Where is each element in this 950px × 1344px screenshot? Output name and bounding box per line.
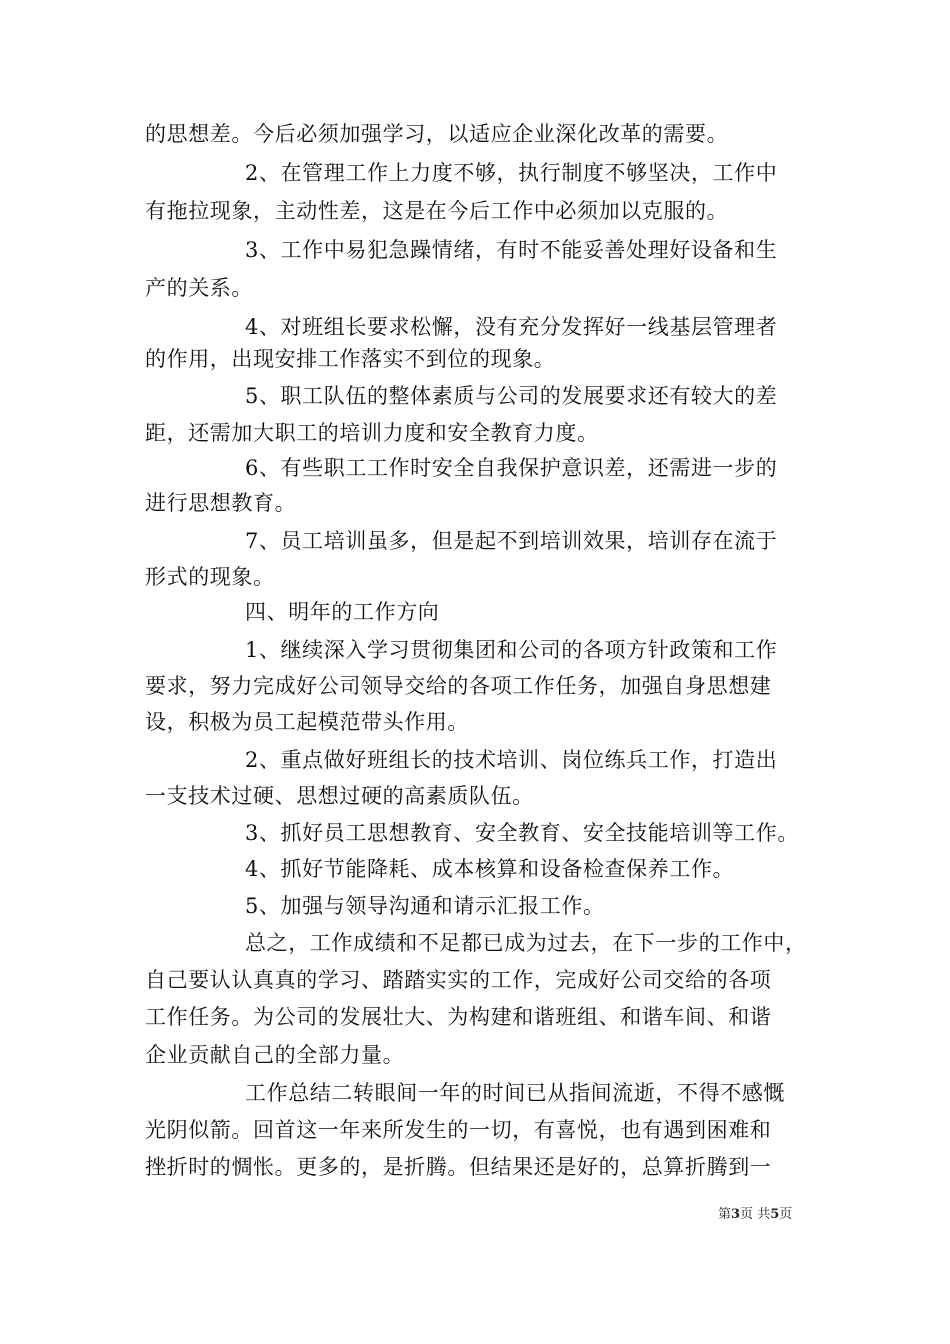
total-page-number: 5 — [770, 1207, 780, 1222]
page-number-footer — [718, 1206, 792, 1224]
text-line: 进行思想教育。 — [145, 491, 297, 515]
footer-suffix: 页 — [779, 1207, 793, 1222]
text-line: 光阴似箭。回首这一年来所发生的一切，有喜悦，也有遇到困难和 — [145, 1118, 772, 1142]
section-heading: 四、明年的工作方向 — [245, 600, 440, 624]
text-line: 距，还需加大职工的培训力度和安全教育力度。 — [145, 421, 599, 445]
text-line: 3、抓好员工思想教育、安全教育、安全技能培训等工作。 — [245, 821, 799, 845]
text-line: 工作任务。为公司的发展壮大、为构建和谐班组、和谐车间、和谐 — [145, 1005, 772, 1029]
text-line: 的作用，出现安排工作落实不到位的现象。 — [145, 347, 556, 371]
text-line: 的思想差。今后必须加强学习，以适应企业深化改革的需要。 — [145, 122, 729, 146]
text-line: 7、员工培训虽多，但是起不到培训效果，培训存在流于 — [245, 529, 778, 553]
text-line: 产的关系。 — [145, 276, 253, 300]
text-line: 工作总结二转眼间一年的时间已从指间流逝，不得不感慨 — [245, 1081, 785, 1105]
text-line: 设，积极为员工起模范带头作用。 — [145, 710, 469, 734]
footer-prefix: 第 — [718, 1207, 732, 1222]
footer-middle: 页 共 — [740, 1207, 771, 1222]
text-line: 总之，工作成绩和不足都已成为过去，在下一步的工作中， — [245, 931, 807, 955]
current-page-number: 3 — [731, 1207, 741, 1222]
text-line: 形式的现象。 — [145, 565, 275, 589]
text-line: 4、抓好节能降耗、成本核算和设备检查保养工作。 — [245, 857, 735, 881]
text-line: 2、重点做好班组长的技术培训、岗位练兵工作，打造出 — [245, 748, 778, 772]
text-line: 1、继续深入学习贯彻集团和公司的各项方针政策和工作 — [245, 638, 778, 662]
text-line: 自己要认认真真的学习、踏踏实实的工作，完成好公司交给的各项 — [145, 968, 772, 992]
text-line: 6、有些职工工作时安全自我保护意识差，还需进一步的 — [245, 456, 778, 480]
text-line: 5、职工队伍的整体素质与公司的发展要求还有较大的差 — [245, 384, 778, 408]
text-line: 企业贡献自己的全部力量。 — [145, 1043, 405, 1067]
text-line: 一支技术过硬、思想过硬的高素质队伍。 — [145, 784, 534, 808]
text-line: 2、在管理工作上力度不够，执行制度不够坚决，工作中 — [245, 161, 778, 185]
text-line: 挫折时的惆怅。更多的，是折腾。但结果还是好的，总算折腾到一 — [145, 1155, 772, 1179]
text-line: 3、工作中易犯急躁情绪，有时不能妥善处理好设备和生 — [245, 238, 778, 262]
text-line: 4、对班组长要求松懈，没有充分发挥好一线基层管理者 — [245, 315, 778, 339]
text-line: 有拖拉现象，主动性差，这是在今后工作中必须加以克服的。 — [145, 199, 729, 223]
text-line: 5、加强与领导沟通和请示汇报工作。 — [245, 894, 605, 918]
text-line: 要求，努力完成好公司领导交给的各项工作任务，加强自身思想建 — [145, 674, 772, 698]
